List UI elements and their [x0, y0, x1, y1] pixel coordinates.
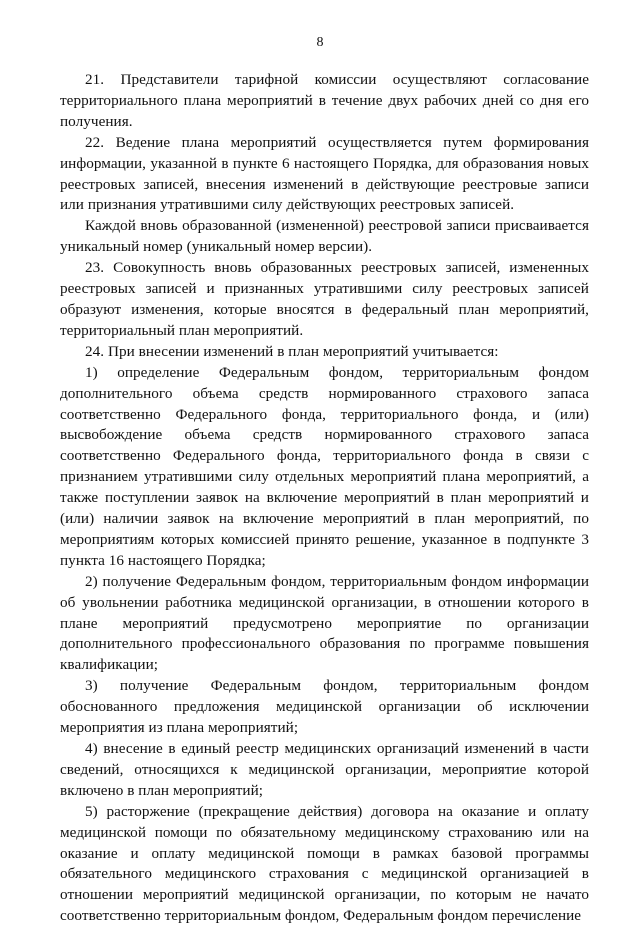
paragraph-24: 24. При внесении изменений в план мероприятий учитывается:	[85, 342, 499, 360]
paragraph-24-item-2: 2) получение Федеральным фондом, территориальным фондом информации об увольнении работника медицинской организации, в отношении которого в плане мероприятий предусмотрено мероприятие по организации дополнительного профессионального образования по программе повышения квалификации;	[60, 572, 589, 674]
paragraph-21: 21. Представители тарифной комиссии осуществляют согласование территориального плана мероприятий в течение двух рабочих дней со дня его получения.	[60, 71, 589, 130]
paragraph-23: 23. Совокупность вновь образованных реестровых записей, измененных реестровых записей и признанных утратившими силу реестровых записей образуют изменения, которые вносятся в федеральный план мероприятий, территориальный план мероприятий.	[60, 259, 589, 339]
page-number: 8	[316, 35, 324, 50]
paragraph-24-item-3: 3) получение Федеральным фондом, территориальным фондом обоснованного предложения медицинской организации об исключении мероприятия из плана мероприятий;	[60, 677, 589, 737]
paragraph-22: 22. Ведение плана мероприятий осуществляется путем формирования информации, указанной в пункте 6 настоящего Порядка, для образования новых реестровых записей, внесения изменений в действующие реестровые записи или признания утратившими силу действующих реестровых записей.	[60, 133, 589, 214]
paragraph-22-unique-number: Каждой вновь образованной (измененной) реестровой записи присваивается уникальный номер (уникальный номер версии).	[60, 217, 589, 256]
paragraph-24-item-1: 1) определение Федеральным фондом, территориальным фондом дополнительного объема средств нормированного страхового запаса соответственно Федерального фонда, территориального фонда, и (или) высвобождение объема средств нормированного страхового запаса соответственно Федерального фонда, территориального фонда в связи с признанием утратившими силу отдельных мероприятий плана мероприятий, а также поступлении заявок на включение мероприятий в план мероприятий и (или) наличии заявок на включение мероприятий в план мероприятий, по мероприятиям которых комиссией принято решение, указанное в подпункте 3 пункта 16 настоящего Порядка;	[60, 363, 589, 569]
paragraph-24-item-4: 4) внесение в единый реестр медицинских организаций изменений в части сведений, относящихся к медицинской организации, мероприятие которой включено в план мероприятий;	[60, 740, 589, 799]
paragraph-24-item-5: 5) расторжение (прекращение действия) договора на оказание и оплату медицинской помощи по обязательному медицинскому страхованию или на оказание и оплату медицинской помощи в рамках базовой программы обязательного медицинского страхования с медицинской организацией в отношении мероприятий медицинской организации, по которым не начато соответственно территориальным фондом, Федеральным фондом перечисление	[60, 802, 589, 925]
document-body	[60, 70, 589, 927]
